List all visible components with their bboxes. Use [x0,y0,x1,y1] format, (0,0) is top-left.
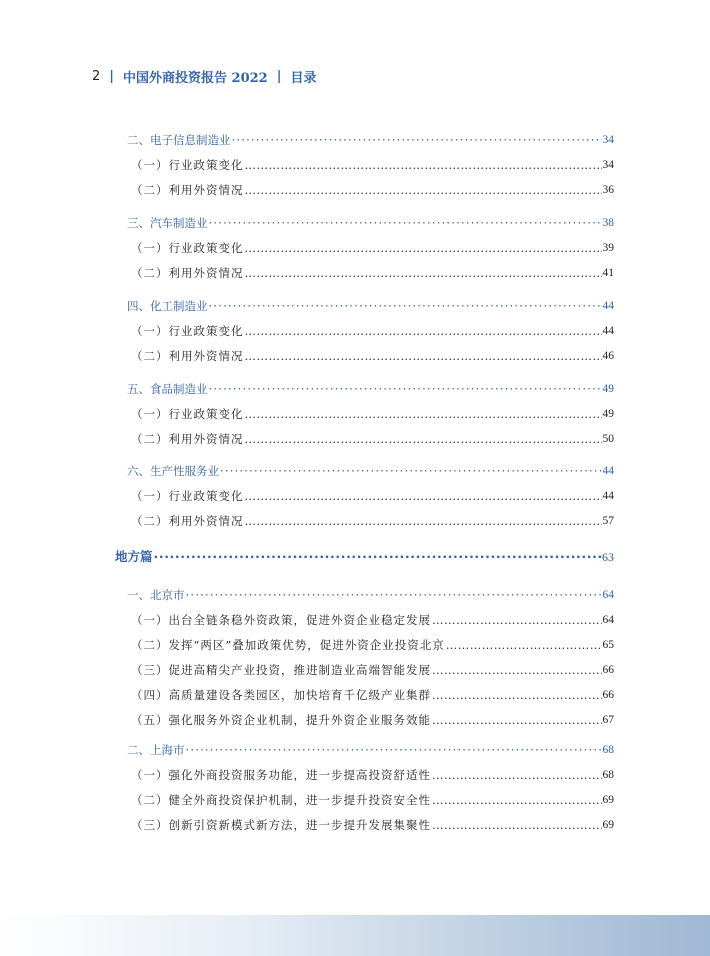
toc-leader-dots [432,766,602,784]
toc-entry-title: （五）强化服务外资企业机制，提升外资企业服务效能 [131,713,431,727]
toc-entry-title: 五、食品制造业 [127,382,208,396]
toc-entry-title: （一）行业政策变化 [131,324,244,338]
toc-entry-title: （二）利用外资情况 [131,183,244,197]
toc-subentry[interactable] [131,156,614,174]
toc-leader-dots [245,156,602,174]
toc-subentry[interactable] [131,405,614,423]
toc-leader-dots [245,264,602,282]
toc-entry[interactable] [127,297,614,315]
toc-leader-dots [432,816,602,834]
toc-subentry[interactable] [131,512,614,530]
toc-subentry[interactable] [131,322,614,340]
toc-entry[interactable] [127,214,614,232]
toc-page-number: 44 [602,490,614,502]
toc-leader-dots [245,512,602,530]
toc-page-number: 44 [602,300,614,312]
toc-leader-dots [232,131,602,149]
toc-page-number: 66 [602,689,614,701]
toc-leader-dots [446,636,602,654]
toc-entry-title: 地方篇 [115,549,153,564]
toc-page-number: 34 [602,134,614,146]
toc-entry[interactable] [127,462,614,480]
toc-page-number: 34 [602,159,614,171]
toc-entry-title: （一）行业政策变化 [131,407,244,421]
toc-subentry[interactable] [131,347,614,365]
toc-subentry[interactable] [131,766,614,784]
toc-leader-dots [432,611,602,629]
toc-leader-dots [245,347,602,365]
toc-page-number: 41 [602,267,614,279]
toc-page-number: 67 [602,714,614,726]
toc-subentry[interactable] [131,239,614,257]
toc-entry-title: （一）出台全链条稳外资政策，促进外资企业稳定发展 [131,613,431,627]
toc-page-number: 39 [602,242,614,254]
toc-page-number: 44 [602,325,614,337]
toc-leader-dots [209,214,602,232]
toc-entry-title: （二）健全外商投资保护机制，进一步提升投资安全性 [131,793,431,807]
toc-subentry[interactable] [131,661,614,679]
toc-entry-title: （一）行业政策变化 [131,489,244,503]
toc-page-number: 57 [602,515,614,527]
toc-subentry[interactable] [131,711,614,729]
toc-page-number: 49 [602,383,614,395]
toc-entry-title: （二）利用外资情况 [131,349,244,363]
toc-leader-dots [186,586,602,604]
toc-page-number: 38 [602,217,614,229]
toc-leader-dots [432,791,602,809]
toc-subentry[interactable] [131,816,614,834]
report-title: 中国外商投资报告 2022 [123,70,268,86]
toc-entry[interactable] [127,586,614,604]
toc-part-entry[interactable] [115,548,614,566]
toc-entry[interactable] [127,380,614,398]
toc-entry-title: 一、北京市 [127,588,185,602]
toc-subentry[interactable] [131,181,614,199]
toc-entry-title: （四）高质量建设各类园区，加快培育千亿级产业集群 [131,688,431,702]
toc-subentry[interactable] [131,636,614,654]
toc-leader-dots [245,181,602,199]
toc-leader-dots [209,297,602,315]
toc-entry-title: （一）行业政策变化 [131,158,244,172]
toc-entry-title: （一）强化外商投资服务功能，进一步提高投资舒适性 [131,768,431,782]
toc-page-number: 68 [602,769,614,781]
toc-page-number: 64 [602,589,614,601]
toc-entry-title: （二）利用外资情况 [131,432,244,446]
footer-decoration [0,915,710,956]
toc-page-number: 65 [602,639,614,651]
toc-leader-dots [154,548,601,566]
header-separator: | [109,68,115,84]
toc-entry-title: （一）行业政策变化 [131,241,244,255]
toc-page-number: 68 [602,744,614,756]
toc-leader-dots [186,741,602,759]
toc-entry[interactable] [127,131,614,149]
toc-subentry[interactable] [131,611,614,629]
toc-page-number: 44 [602,465,614,477]
toc-subentry[interactable] [131,487,614,505]
header-separator-2: | [276,68,282,84]
toc-page-number: 46 [602,350,614,362]
toc-entry-title: 六、生产性服务业 [127,464,219,478]
toc-page-number: 64 [602,614,614,626]
toc-entry-title: （三）促进高精尖产业投资，推进制造业高端智能发展 [131,663,431,677]
toc-entry-title: 二、电子信息制造业 [127,133,231,147]
toc-subentry[interactable] [131,686,614,704]
toc-leader-dots [245,322,602,340]
toc-subentry[interactable] [131,791,614,809]
toc-page-number: 66 [602,664,614,676]
toc-page-number: 50 [602,433,614,445]
toc-page-number: 69 [602,819,614,831]
page-number: 2 [92,68,101,84]
toc-page-number: 36 [602,184,614,196]
toc-subentry[interactable] [131,264,614,282]
toc-page-number: 49 [602,408,614,420]
toc-page-number: 63 [602,550,614,564]
toc-entry-title: （三）创新引资新模式新方法，进一步提升发展集聚性 [131,818,431,832]
toc-leader-dots [220,462,602,480]
toc-subentry[interactable] [131,430,614,448]
toc-entry-title: （二）利用外资情况 [131,514,244,528]
toc-leader-dots [432,686,602,704]
toc-entry-title: （二）发挥“两区”叠加政策优势，促进外资企业投资北京 [131,638,445,652]
toc-page-number: 69 [602,794,614,806]
toc-leader-dots [245,239,602,257]
toc-entry-title: 三、汽车制造业 [127,216,208,230]
toc-entry-title: 四、化工制造业 [127,299,208,313]
toc-entry-title: 二、上海市 [127,743,185,757]
toc-leader-dots [245,487,602,505]
section-title: 目录 [290,70,317,86]
toc-entry-title: （二）利用外资情况 [131,266,244,280]
toc-leader-dots [432,661,602,679]
toc-leader-dots [245,430,602,448]
toc-leader-dots [432,711,602,729]
toc-leader-dots [245,405,602,423]
toc-entry[interactable] [127,741,614,759]
toc-leader-dots [209,380,602,398]
